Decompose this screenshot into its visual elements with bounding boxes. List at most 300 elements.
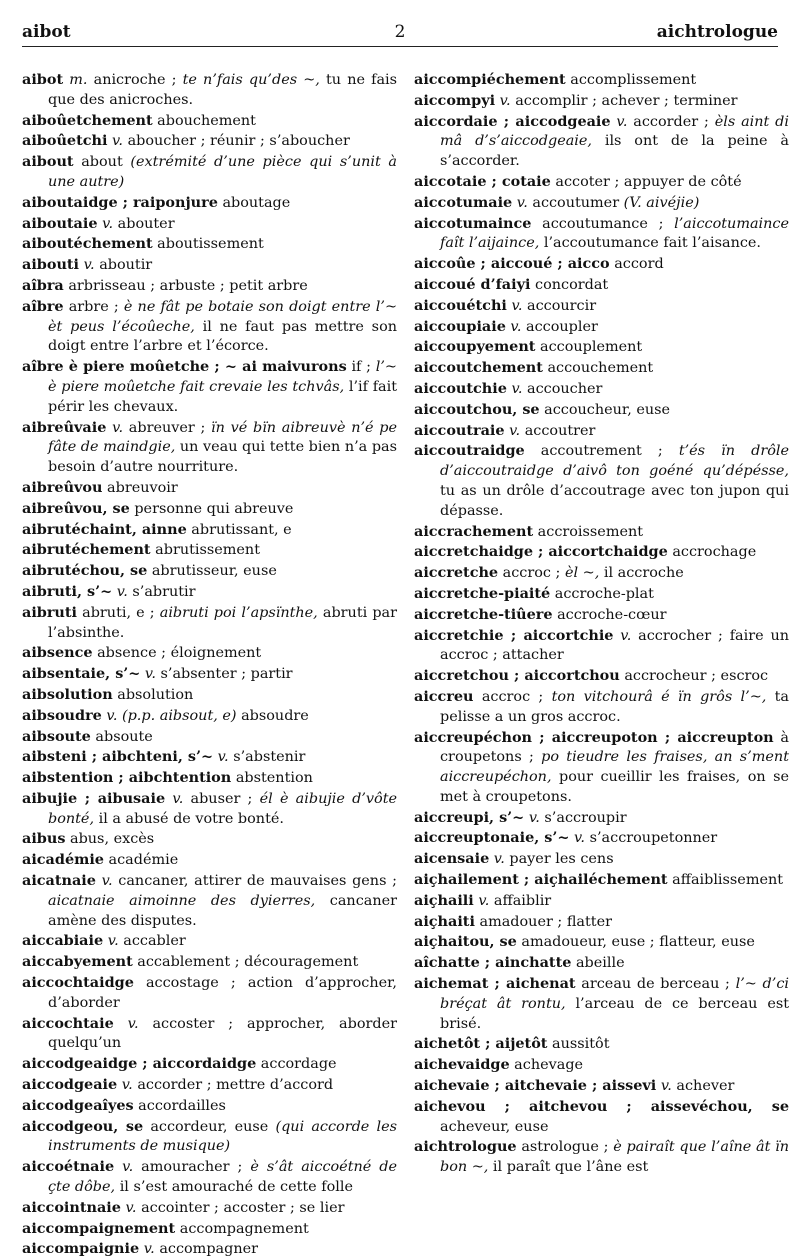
headword: aiccotumaince [414, 214, 532, 232]
italic-text: è ne fât pe botaie son doigt entre l’~ èt peus l’écoûeche, [48, 298, 397, 335]
definition-text: aboutissement [152, 236, 264, 253]
dictionary-entry [22, 952, 397, 973]
definition-text: il paraît que l’âne est [488, 1159, 649, 1176]
definition-text: tu as un drôle d’accoutrage avec ton jupon qui dépasse. [440, 482, 789, 519]
dictionary-entry [22, 214, 397, 235]
definition-text: accompagner [159, 1241, 258, 1258]
dictionary-entry [414, 891, 789, 912]
definition-text: accroissement [533, 523, 644, 540]
italic-text: v. [489, 851, 510, 868]
headword: aibouti [22, 256, 80, 274]
definition-text: accostage ; action d’approcher, d’aborder [48, 975, 397, 1011]
italic-text: v. [610, 113, 634, 130]
dictionary-entry [22, 152, 397, 193]
headword: aiccodgeaîyes [22, 1096, 134, 1114]
definition-text: personne qui abreuve [129, 500, 294, 517]
headword: aiccoué d’faiyi [414, 275, 531, 293]
headword: aichevaie ; aitchevaie ; aissevi [414, 1077, 657, 1095]
definition-text: abreuvoir [102, 479, 178, 496]
headword: aiboutaie [22, 214, 98, 232]
definition-text: il a abusé de votre bonté. [94, 810, 284, 827]
dictionary-entry [414, 953, 789, 974]
definition-text: abrutissant, e [186, 521, 292, 538]
headword: aiccoutchement [414, 359, 543, 377]
definition-text: arbre ; [63, 298, 124, 315]
headword: aicensaie [414, 850, 490, 868]
dictionary-entry [414, 1055, 789, 1076]
dictionary-entry [414, 379, 789, 400]
italic-text: t’és ïn drôle d’aiccoutraidge d’aivô ton goéné qu’dépésse, [440, 443, 789, 480]
definition-text: acheveur, euse [440, 1118, 549, 1135]
italic-text: ton vitchourâ é ïn grôs l’~, [551, 688, 767, 705]
definition-text: un veau qui tette bien n’a pas besoin d’autre nourriture. [48, 439, 398, 476]
headword: aiboûetchi [22, 132, 108, 150]
headword: aibot [22, 71, 64, 88]
headword: aiccoutchie [414, 379, 507, 397]
definition-text: achever [676, 1078, 735, 1095]
definition-text: accroc ; [473, 688, 552, 705]
definition-text: abrutissement [150, 542, 260, 559]
italic-text: v. [113, 1015, 153, 1032]
definition-text: abruti, e ; [77, 604, 160, 621]
italic-text: v. [213, 749, 234, 766]
headword: aibstention ; aibchtention [22, 769, 232, 787]
dictionary-entry [414, 358, 789, 379]
right-guide-word: aichtrologue [656, 22, 778, 42]
definition-text: à croupetons ; [440, 729, 790, 766]
headword: aibsentaie, s’~ [22, 665, 141, 683]
definition-text: accomplir ; achever ; terminer [515, 92, 738, 109]
dictionary-entry [22, 603, 397, 644]
headword: aibsolution [22, 685, 113, 703]
dictionary-entry [414, 1137, 789, 1178]
definition-text: accoutrer [524, 422, 596, 439]
definition-text: absolution [112, 686, 194, 703]
definition-text: abus, excès [65, 831, 155, 848]
dictionary-entry [22, 1219, 397, 1240]
dictionary-entry [414, 254, 789, 275]
headword: aiccodgeou, se [22, 1117, 144, 1135]
definition-text: accomplissement [565, 72, 697, 88]
definition-text: accointer ; accoster ; se lier [141, 1199, 345, 1216]
italic-text: v. [656, 1078, 677, 1095]
header-rule [22, 46, 778, 47]
definition-text: il s’est amouraché de cette folle [115, 1179, 353, 1196]
dictionary-entry [22, 131, 397, 152]
dictionary-entry [22, 111, 397, 132]
definition-text: payer les cens [509, 851, 614, 868]
dictionary-entry [414, 584, 789, 605]
dictionary-entry [22, 234, 397, 255]
definition-text: l’if fait périr les chevaux. [48, 378, 397, 415]
headword: aicadémie [22, 851, 104, 869]
italic-text: v. [524, 809, 545, 826]
italic-text: v. [613, 627, 639, 644]
italic-text: v. [97, 215, 118, 232]
dictionary-entry [414, 808, 789, 829]
headword: aiccretchou ; aiccortchou [414, 667, 620, 685]
dictionary-entry [22, 561, 397, 582]
headword: aibout [22, 153, 74, 171]
headword: aiccrachement [414, 522, 534, 540]
dictionary-entry [22, 1075, 397, 1096]
dictionary-entry [22, 297, 397, 357]
headword: aibujie ; aibusaie [22, 789, 166, 807]
headword: aîbre [22, 297, 64, 315]
dictionary-entry [414, 542, 789, 563]
italic-text: aibruti poi l’apsïnthe, [159, 604, 318, 621]
headword: aiccoutraidge [414, 442, 525, 460]
definition-text: accroche-plat [550, 585, 654, 602]
definition-text: s’abstenir [233, 749, 306, 766]
dictionary-entry [414, 70, 789, 91]
dictionary-entry [414, 172, 789, 193]
definition-text: accourcir [527, 297, 597, 314]
definition-text: accordage [256, 1056, 337, 1073]
headword: aicatnaie [22, 872, 96, 890]
dictionary-entry [414, 563, 789, 584]
dictionary-entry [22, 255, 397, 276]
definition-text: s’abrutir [132, 583, 196, 600]
italic-text: v. [117, 1077, 138, 1094]
definition-text: achevage [509, 1057, 584, 1074]
dictionary-entry [22, 1198, 397, 1219]
italic-text: v. [106, 419, 129, 436]
definition-text: accoucheur, euse [539, 401, 671, 418]
definition-text: accordeur, euse [143, 1118, 276, 1135]
headword: aiccochtaidge [22, 974, 134, 992]
italic-text: l’~ è piere moûetche fait crevaie les tchvâs, [48, 359, 397, 395]
dictionary-entry [414, 317, 789, 338]
definition-text: absoute [90, 728, 153, 745]
italic-text: l’~ d’ci bréçat ât rontu, [440, 976, 789, 1012]
dictionary-entry [22, 70, 397, 111]
definition-text: accouplement [535, 339, 643, 356]
definition-text: abruti par l’absinthe. [48, 604, 397, 641]
dictionary-entry [22, 727, 397, 748]
italic-text: v. [112, 583, 133, 600]
definition-text: abrutisseur, euse [147, 563, 277, 580]
dictionary-entry [22, 850, 397, 871]
dictionary-entry [414, 687, 789, 728]
page-number: 2 [394, 22, 406, 42]
italic-text: v. [79, 257, 100, 274]
dictionary-entry [414, 91, 789, 112]
italic-text: l’aiccotumaince faît l’aijaince, [440, 215, 789, 252]
definition-text: arceau de berceau ; [575, 976, 736, 993]
dictionary-entry [22, 789, 397, 830]
dictionary-entry [22, 829, 397, 850]
definition-text: accablement ; découragement [132, 954, 359, 971]
dictionary-entry [414, 828, 789, 849]
definition-text: tu ne fais que des anicroches. [48, 72, 398, 108]
definition-text: accorder ; [633, 113, 715, 130]
italic-text: v. [495, 92, 516, 109]
dictionary-entry [414, 728, 789, 808]
definition-text: accoupler [526, 318, 598, 335]
headword: aiccotumaie [414, 193, 513, 211]
headword: aiçhailement ; aiçhailéchement [414, 871, 668, 889]
dictionary-entry [22, 973, 397, 1014]
headword: aiccoutchou, se [414, 400, 540, 418]
definition-text: accrochage [667, 544, 757, 561]
dictionary-entry [414, 626, 789, 667]
headword: aiccompaignement [22, 1219, 176, 1237]
headword: aiccreupéchon ; aiccreupoton ; aiccreupton [414, 728, 774, 746]
dictionary-entry [414, 112, 789, 172]
definition-text: accoter ; appuyer de côté [550, 173, 742, 190]
right-column [414, 70, 789, 1178]
definition-text: cancaner, attirer de mauvaises gens ; [118, 873, 397, 890]
italic-text: v. [165, 790, 191, 807]
headword: aichevaidge [414, 1056, 510, 1074]
dictionary-entry [22, 768, 397, 789]
italic-text: v. [120, 1199, 142, 1216]
dictionary-entry [414, 214, 789, 255]
definition-text: arbrisseau ; arbuste ; petit arbre [63, 277, 308, 294]
headword: aiçhaitou, se [414, 933, 517, 951]
dictionary-entry [22, 1054, 397, 1075]
headword: aiçhaiti [414, 912, 475, 930]
dictionary-entry [414, 193, 789, 214]
definition-text: concordat [530, 276, 609, 293]
headword: aibrutéchaint, ainne [22, 520, 187, 538]
definition-text: amouracher ; [141, 1159, 251, 1176]
headword: aiboûetchement [22, 111, 153, 129]
headword: aiccretche-tiûere [414, 605, 553, 623]
headword: aiccabiaie [22, 932, 104, 950]
definition-text: abreuver ; [128, 419, 212, 436]
headword: aiccoutraie [414, 421, 505, 439]
italic-text: v. [512, 194, 533, 211]
headword: aiccodgeaidge ; aiccordaidge [22, 1055, 257, 1073]
italic-text: v. [569, 830, 590, 847]
dictionary-entry [414, 974, 789, 1034]
page-header [22, 22, 778, 42]
italic-text: v. (p.p. aibsout, e) [101, 707, 242, 724]
dictionary-entry [22, 871, 397, 931]
headword: aibruti, s’~ [22, 582, 113, 600]
italic-text: è s’ât aiccoétné de çte dôbe, [48, 1159, 397, 1196]
italic-text: v. [506, 380, 528, 397]
definition-text: aboucher ; réunir ; s’aboucher [127, 133, 350, 150]
italic-text: èl ~, [564, 565, 600, 582]
definition-text: abuser ; [190, 790, 260, 807]
definition-text: affaiblissement [667, 872, 784, 889]
headword: aiccoupiaie [414, 317, 506, 335]
headword: aiccoûe ; aiccoué ; aicco [414, 255, 610, 273]
headword: aiccretche-piaité [414, 584, 551, 602]
definition-text: abstention [231, 770, 313, 787]
headword: aichtrologue [414, 1138, 517, 1156]
dictionary-entry [22, 418, 397, 478]
definition-text: accordailles [133, 1097, 226, 1114]
dictionary-entry [22, 931, 397, 952]
dictionary-entry [22, 193, 397, 214]
headword: aiccochtaie [22, 1014, 114, 1032]
definition-text: accoutrement ; [524, 443, 679, 460]
italic-text: (qui accorde les instruments de musique) [48, 1118, 397, 1155]
definition-text: ils ont de la peine à s’accorder. [440, 133, 789, 170]
dictionary-entry [22, 1096, 397, 1117]
headword: aiccretchaidge ; aiccortchaidge [414, 543, 668, 561]
dictionary-entry [414, 421, 789, 442]
headword: aiccabyement [22, 953, 133, 971]
definition-text: aussitôt [547, 1036, 610, 1053]
definition-text: aboutage [217, 194, 291, 211]
dictionary-entry [414, 932, 789, 953]
dictionary-entry [414, 849, 789, 870]
left-column [22, 70, 397, 1260]
definition-text: aboutir [99, 257, 153, 274]
definition-text: l’arceau de ce berceau est brisé. [440, 995, 790, 1032]
headword: aiccointnaie [22, 1198, 121, 1216]
headword: aibreûvou, se [22, 499, 130, 517]
headword: aiccompyi [414, 91, 496, 109]
definition-text: accoutumance ; [531, 215, 675, 232]
dictionary-entry [22, 357, 397, 417]
headword: aiboutaidge ; raiponjure [22, 193, 218, 211]
definition-text: cancaner amène des disputes. [48, 892, 397, 929]
definition-text: il ne faut pas mettre son doigt entre l’arbre et l’écorce. [48, 318, 398, 355]
italic-text: v. [103, 933, 124, 950]
definition-text: accoutumer [532, 194, 624, 211]
definition-text: accroc ; [498, 565, 565, 582]
definition-text: s’accroupetonner [589, 830, 718, 847]
headword: aiboutéchement [22, 235, 153, 253]
dictionary-entry [414, 441, 789, 521]
dictionary-entry [414, 912, 789, 933]
dictionary-entry [22, 499, 397, 520]
definition-text: abeille [571, 955, 625, 972]
dictionary-entry [22, 540, 397, 561]
italic-text: ïn vé bïn aibreuvè n’é pe fâte de maindgie, [48, 419, 397, 456]
left-guide-word: aibot [22, 22, 71, 42]
headword: aichemat ; aichenat [414, 975, 576, 993]
headword: aîbra [22, 276, 64, 294]
headword: aibrutéchement [22, 541, 151, 559]
italic-text: v. [473, 892, 494, 909]
italic-text: (extrémité d’une pièce qui s’unit à une autre) [48, 154, 397, 190]
headword: aibsoute [22, 727, 91, 745]
definition-text: amadouer ; flatter [474, 913, 612, 930]
dictionary-entry [414, 870, 789, 891]
definition-text: if ; [346, 359, 376, 376]
italic-text: v. [504, 422, 525, 439]
definition-text: astrologue ; [516, 1139, 614, 1156]
dictionary-entry [414, 605, 789, 626]
headword: aiccretche [414, 564, 499, 582]
definition-text: absoudre [241, 707, 309, 724]
italic-text: v. [140, 666, 161, 683]
dictionary-entry [22, 1117, 397, 1158]
headword: aiccretchie ; aiccortchie [414, 626, 614, 644]
italic-text: v. [114, 1159, 142, 1176]
dictionary-entry [22, 664, 397, 685]
headword: aibsence [22, 644, 93, 662]
definition-text: absence ; éloignement [92, 645, 262, 662]
definition-text: accouchement [542, 360, 654, 377]
italic-text: (V. aivéjie) [623, 194, 700, 211]
dictionary-entry [414, 296, 789, 317]
headword: aiccodgeaie [22, 1076, 118, 1094]
headword: aiccreupi, s’~ [414, 808, 525, 826]
headword: aiccompaignie [22, 1240, 140, 1258]
italic-text: èls aint di mâ d’s’aiccodgeaie, [440, 113, 789, 150]
definition-text: abouchement [152, 112, 256, 129]
headword: aiçhaili [414, 891, 474, 909]
definition-text: accrocheur ; escroc [619, 668, 769, 685]
definition-text: about [73, 154, 131, 171]
headword: aichevou ; aitchevou ; aissevéchou, se [414, 1097, 789, 1115]
definition-text: anicroche ; [93, 72, 183, 88]
dictionary-entry [22, 582, 397, 603]
definition-text: s’accroupir [544, 809, 627, 826]
definition-text: pour cueillir les fraises, on se met à croupetons. [440, 769, 789, 805]
dictionary-entry [22, 643, 397, 664]
headword: aîchatte ; ainchatte [414, 954, 572, 972]
italic-text: v. [139, 1241, 160, 1258]
definition-text: il accroche [599, 565, 684, 582]
headword: aiccreu [414, 687, 474, 705]
headword: aichetôt ; aijetôt [414, 1035, 548, 1053]
italic-text: v. [107, 133, 128, 150]
italic-text: è pairaît que l’aîne ât ïn bon ~, [440, 1139, 790, 1176]
dictionary-entry [414, 1097, 789, 1138]
dictionary-entry [22, 685, 397, 706]
dictionary-entry [22, 747, 397, 768]
headword: aibus [22, 830, 66, 848]
italic-text: m. [63, 72, 94, 88]
headword: aibreûvaie [22, 418, 107, 436]
definition-text: accoucher [527, 380, 603, 397]
italic-text: v. [506, 297, 528, 314]
headword: aiccouétchi [414, 296, 507, 314]
dictionary-entry [22, 706, 397, 727]
headword: aibrutéchou, se [22, 562, 148, 580]
italic-text: po tieudre les fraises, an s’ment aiccreupéchon, [440, 749, 789, 786]
headword: aiccotaie ; cotaie [414, 172, 551, 190]
headword: aibreûvou [22, 478, 103, 496]
italic-text: aicatnaie aimoinne des dyierres, [48, 892, 316, 909]
dictionary-entry [22, 276, 397, 297]
italic-text: v. [505, 318, 527, 335]
dictionary-entry [414, 522, 789, 543]
headword: aibruti [22, 603, 78, 621]
definition-text: accroche-cœur [552, 606, 667, 623]
headword: aiccompiéchement [414, 71, 566, 88]
headword: aîbre è piere moûetche ; ~ ai maivurons [22, 358, 347, 376]
definition-text: accorder ; mettre d’accord [137, 1077, 334, 1094]
definition-text: abouter [117, 215, 175, 232]
definition-text: accabler [123, 933, 186, 950]
dictionary-entry [414, 275, 789, 296]
definition-text: amadoueur, euse ; flatteur, euse [516, 934, 755, 951]
dictionary-entry [22, 1239, 397, 1260]
dictionary-entry [414, 666, 789, 687]
definition-text: l’accoutumance fait l’aisance. [539, 235, 761, 252]
headword: aiccoétnaie [22, 1158, 115, 1176]
definition-text: accompagnement [175, 1220, 309, 1237]
italic-text: v. [95, 873, 119, 890]
definition-text: affaiblir [493, 892, 552, 909]
dictionary-entry [22, 520, 397, 541]
italic-text: él è aibujie d’vôte bonté, [48, 790, 397, 827]
dictionary-entry [22, 1014, 397, 1055]
headword: aiccoupyement [414, 338, 536, 356]
dictionary-entry [22, 478, 397, 499]
dictionary-entry [414, 1034, 789, 1055]
